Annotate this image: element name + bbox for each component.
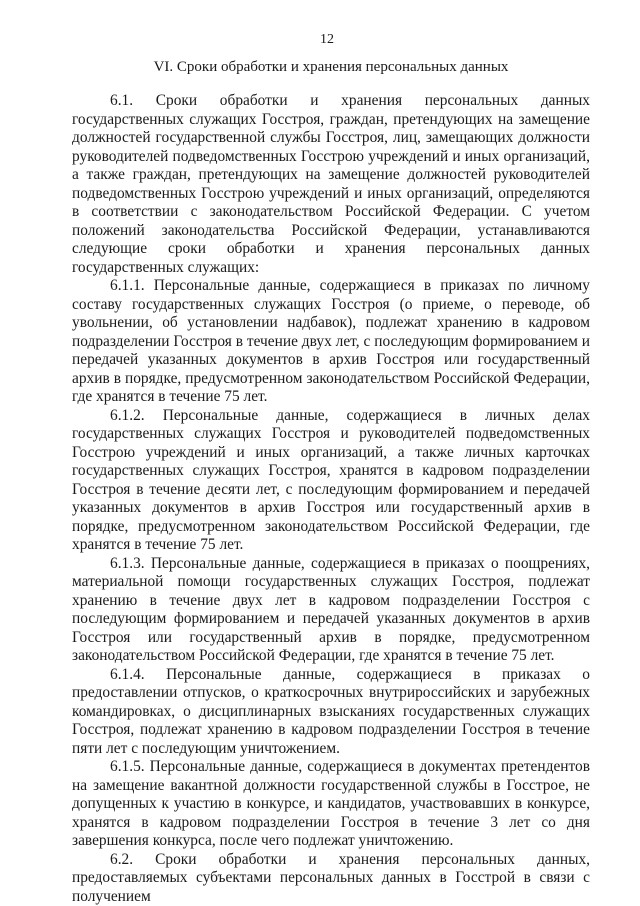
paragraph-6-2: 6.2. Сроки обработки и хранения персональных данных, предоставляемых субъектами персональных данных в Госстрой в связи с получением — [72, 851, 590, 906]
paragraph-6-1-1: 6.1.1. Персональные данные, содержащиеся в приказах по личному составу государственных служащих Госстроя (о приеме, о переводе, об увольнении, об установлении надбавок), подлежат хранению в кадровом подразделении Госстроя в течение двух лет, с последующим формированием и передачей указанных документов в архив Госстроя или государственный архив в порядке, предусмотренном законодательством Российской Федерации, где хранятся в течение 75 лет. — [72, 277, 590, 407]
section-title: VI. Сроки обработки и хранения персональных данных — [0, 58, 640, 76]
paragraph-6-1: 6.1. Сроки обработки и хранения персональных данных государственных служащих Госстроя, граждан, претендующих на замещение должностей государственной службы Госстроя, лиц, замещающих должности руководителей подведомственных Госстрою учреждений и иных организаций, а также граждан, претендующих на замещение должностей руководителей подведомственных Госстрою учреждений и иных организаций, определяются в соответствии с законодательством Российской Федерации. С учетом положений законодательства Российской Федерации, устанавливаются следующие сроки обработки и хранения персональных данных государственных служащих: — [72, 92, 590, 277]
document-body — [72, 92, 590, 906]
page-number: 12 — [0, 32, 640, 48]
paragraph-6-1-3: 6.1.3. Персональные данные, содержащиеся в приказах о поощрениях, материальной помощи государственных служащих Госстроя, подлежат хранению в течение двух лет в кадровом подразделении Госстроя с последующим формированием и передачей указанных документов в архив Госстроя или государственный архив в порядке, предусмотренном законодательством Российской Федерации, где хранятся в течение 75 лет. — [72, 555, 590, 666]
paragraph-6-1-5: 6.1.5. Персональные данные, содержащиеся в документах претендентов на замещение вакантной должности государственной службы в Госстрое, не допущенных к участию в конкурсе, и кандидатов, участвовавших в конкурсе, хранятся в кадровом подразделении Госстроя в течение 3 лет со дня завершения конкурса, после чего подлежат уничтожению. — [72, 758, 590, 851]
paragraph-6-1-2: 6.1.2. Персональные данные, содержащиеся в личных делах государственных служащих Госстроя и руководителей подведомственных Госстрою учреждений и иных организаций, а также личных карточках государственных служащих Госстроя, хранятся в кадровом подразделении Госстроя в течение десяти лет, с последующим формированием и передачей указанных документов в архив Госстроя или государственный архив в порядке, предусмотренном законодательством Российской Федерации, где хранятся в течение 75 лет. — [72, 407, 590, 555]
paragraph-6-1-4: 6.1.4. Персональные данные, содержащиеся в приказах о предоставлении отпусков, о краткосрочных внутрироссийских и зарубежных командировках, о дисциплинарных взысканиях государственных служащих Госстроя, подлежат хранению в кадровом подразделении Госстроя в течение пяти лет с последующим уничтожением. — [72, 666, 590, 759]
